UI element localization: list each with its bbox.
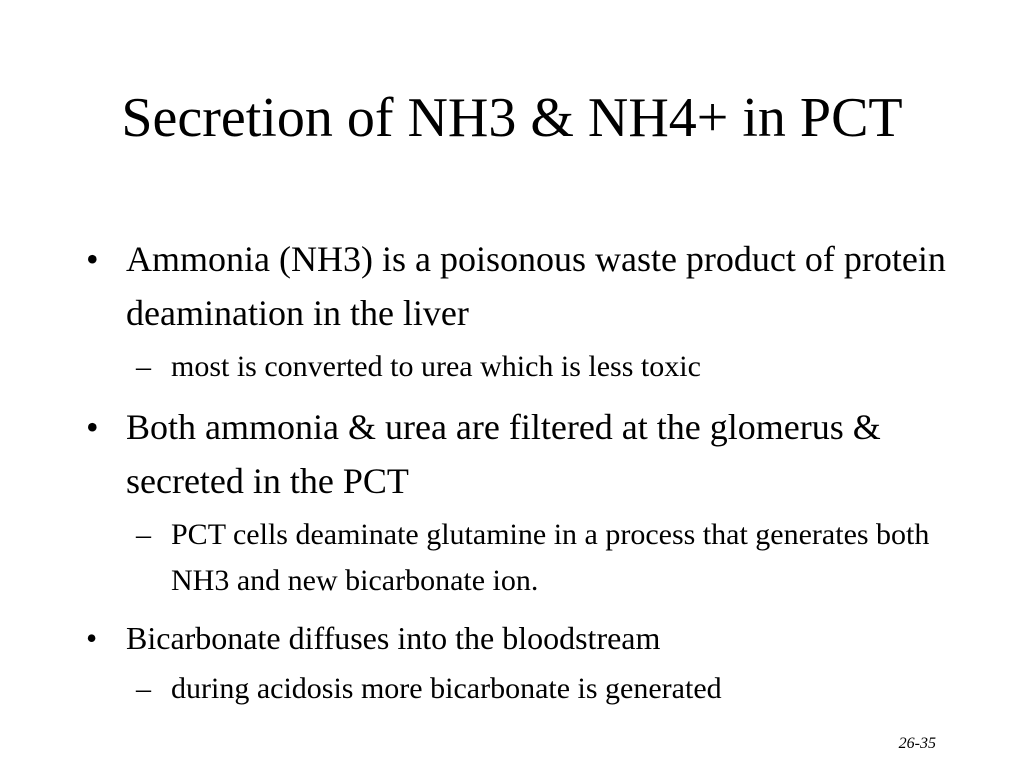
- sub-bullet-item-glutamine: [136, 512, 986, 604]
- bullet-list: [86, 232, 986, 722]
- bullet-marker: •: [86, 239, 99, 279]
- bullet-item-ammonia: [86, 232, 986, 340]
- sub-bullet-marker: –: [136, 518, 151, 551]
- sub-bullet-item-acidosis: [136, 666, 986, 712]
- sub-bullet-marker: –: [136, 350, 151, 383]
- bullet-marker: •: [86, 407, 99, 447]
- bullet-marker: •: [86, 620, 98, 656]
- bullet-text: Ammonia (NH3) is a poisonous waste product of protein deamination in the liver: [126, 239, 946, 333]
- slide-title: Secretion of NH3 & NH4+ in PCT: [121, 87, 903, 149]
- bullet-text: Bicarbonate diffuses into the bloodstream: [126, 620, 661, 656]
- sub-bullet-text: PCT cells deaminate glutamine in a process that generates both NH3 and new bicarbonate ion.: [171, 518, 930, 597]
- sub-bullet-text: most is converted to urea which is less toxic: [171, 350, 701, 383]
- sub-bullet-text: during acidosis more bicarbonate is generated: [171, 672, 722, 705]
- page-number: 26-35: [898, 735, 936, 752]
- bullet-item-bicarbonate: [86, 614, 986, 662]
- bullet-text: Both ammonia & urea are filtered at the glomerus & secreted in the PCT: [126, 407, 881, 501]
- bullet-item-filtered: [86, 400, 986, 508]
- sub-bullet-item-urea: [136, 344, 986, 390]
- sub-bullet-marker: –: [136, 672, 151, 705]
